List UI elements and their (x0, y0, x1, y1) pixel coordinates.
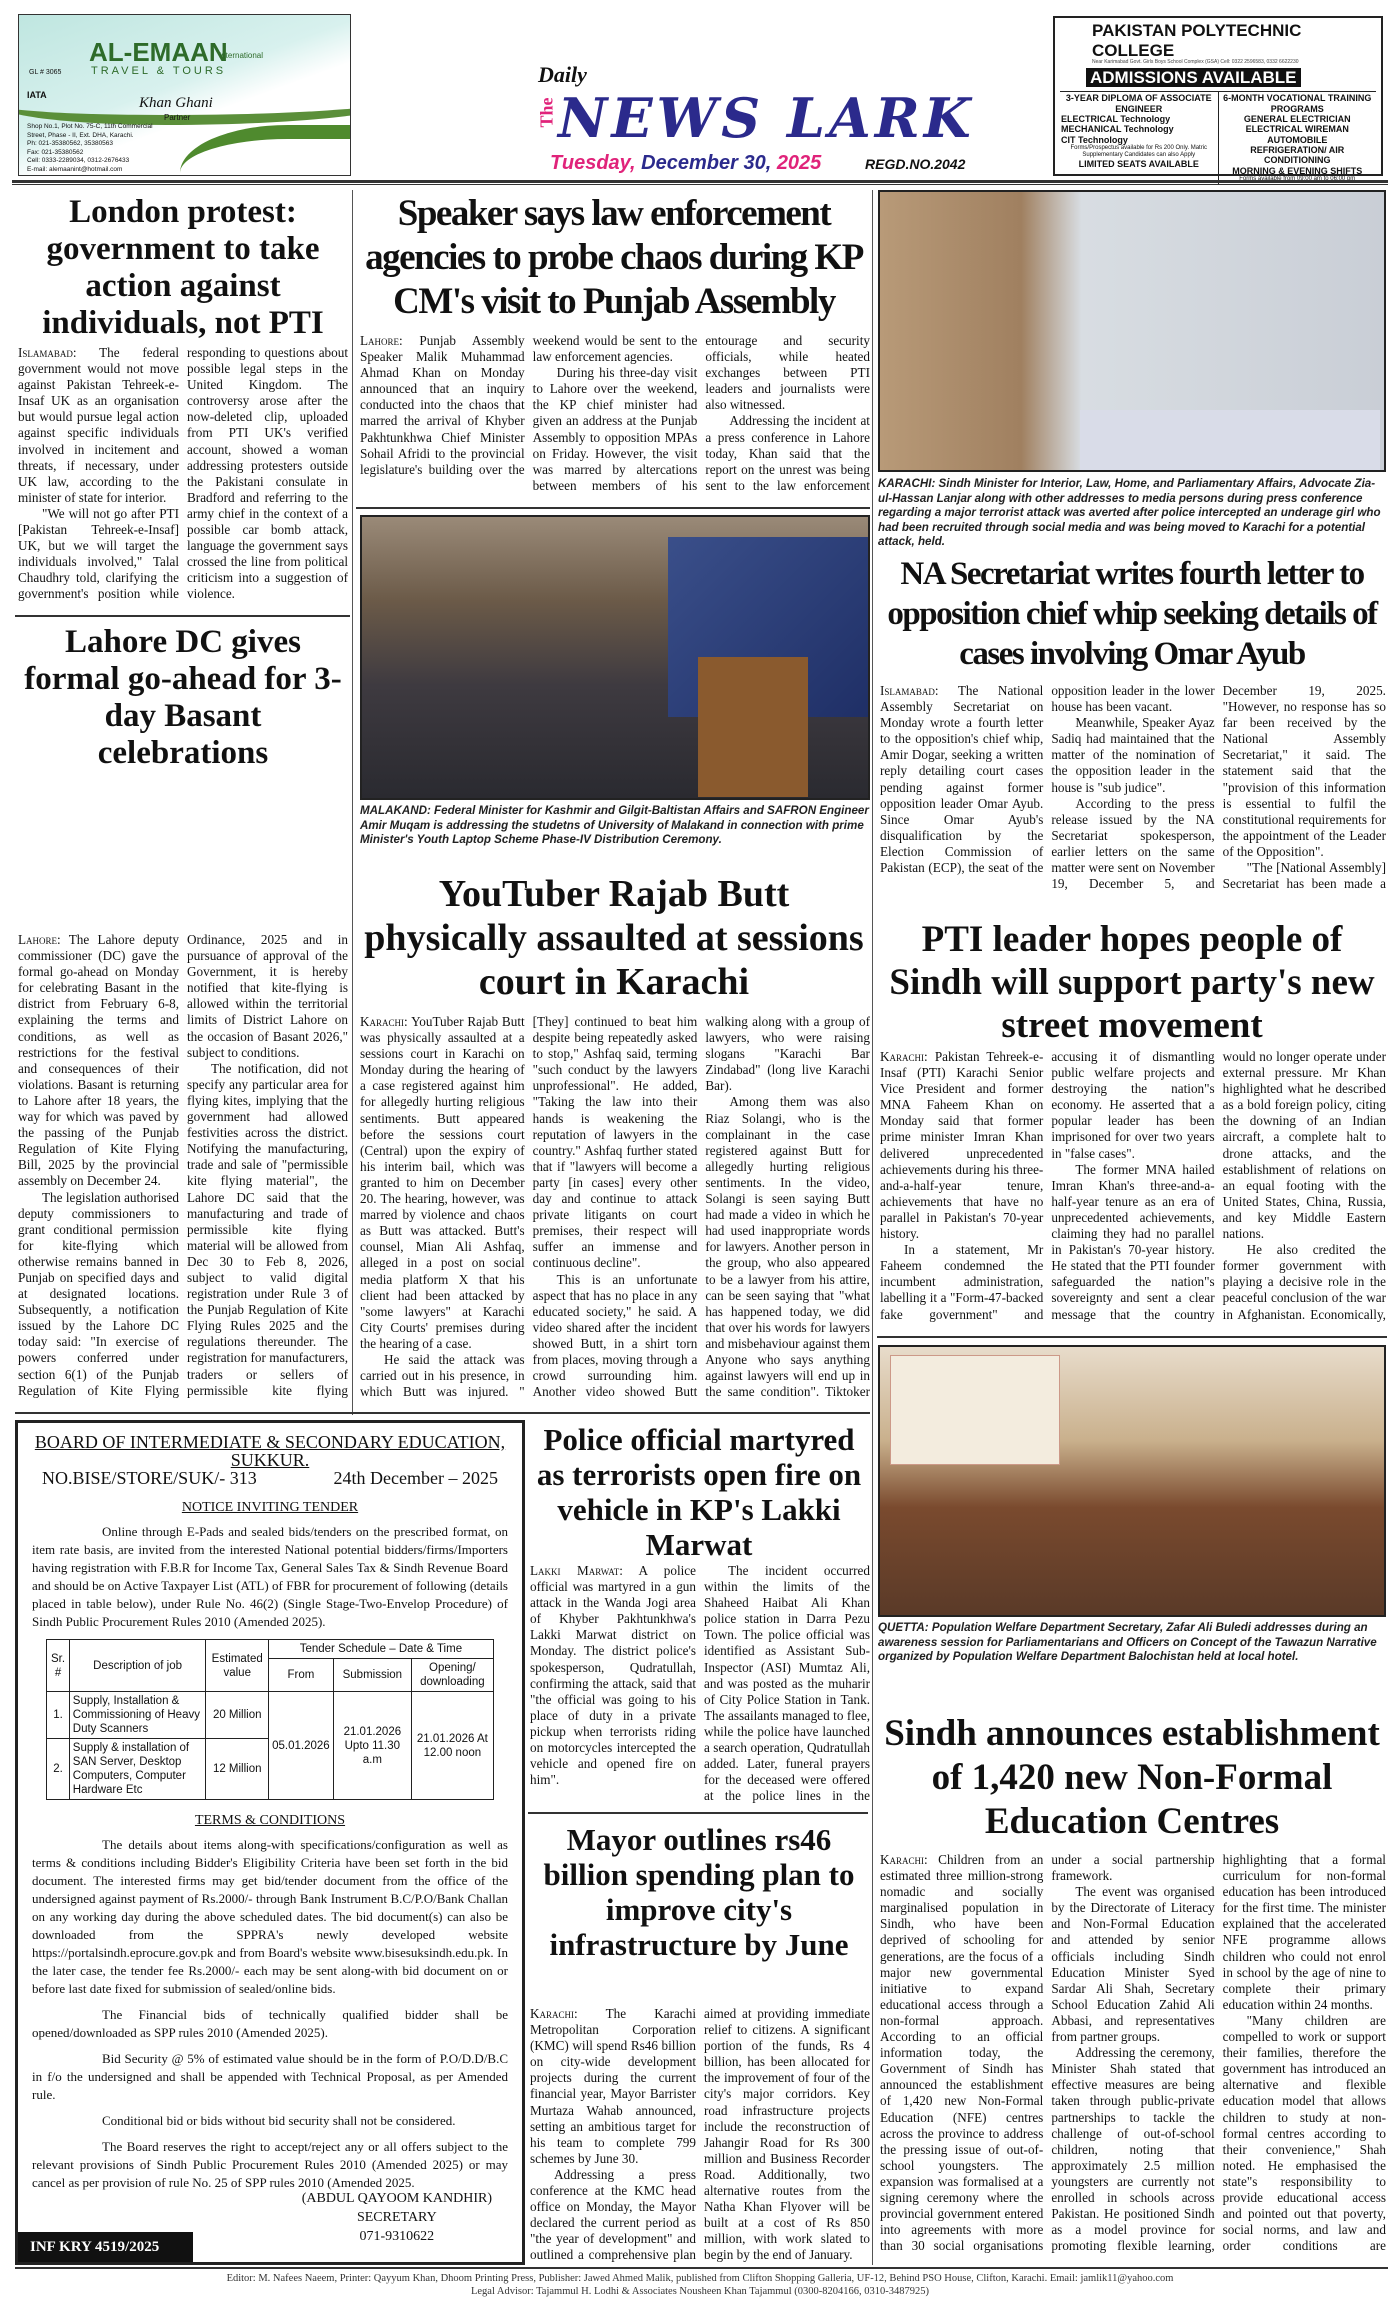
photo-caption: MALAKAND: Federal Minister for Kashmir and Gilgit-Baltistan Affairs and SAFRON Engineer Amir Muqam is addressing the studetns of University of Malakand in connection with prime Minister's Youth Laptop Scheme Phase-IV Distribution Ceremony. (360, 804, 869, 846)
diploma-column (1060, 92, 1219, 184)
cell-opening: 21.01.2026 At 12.00 noon (412, 1692, 494, 1800)
iata-logo: IATA (27, 90, 47, 100)
photo-quetta-awareness-session (878, 1345, 1386, 1617)
cell-value: 12 Million (206, 1739, 269, 1800)
legal-advisor-line: Legal Advisor: Tajammul H. Lodhi & Associates Nousheen Khan Tajammul (0300-8204166, 0310-3487925) (470, 2286, 930, 2297)
terms-paragraph: The Financial bids of technically qualified bidder shall be opened/downloaded as SPP rules 2010 (Amended 2025). (32, 2007, 508, 2040)
cell-sr: 1. (47, 1692, 70, 1739)
paragraph (880, 1049, 1043, 1242)
dateline: Islamabad: (18, 345, 77, 360)
article-body (18, 932, 348, 1410)
paragraph-text: A police official was martyred in a gun attack in the Wanda Jogi area of Khyber Pakhtunkhwa's Lakki Marwat district on Monday. The district police's spokesperson, Qudratullah, confirming the attack, said that "the official was going to his place of duty in a private pickup when terrorists riding on motorcycles intercepted the vehicle and opened fire on him". (530, 1563, 696, 1788)
diploma-item: CIT Technology (1061, 134, 1128, 145)
paragraph-text: The former MNA hailed Imran Khan's three-and-a-half-year tenure as an era of unprecedented achievements, claiming they had no parallel in Pakistan's 70-year history. He stated that the PTI founder safeguarded the nation"s sovereignty and sent a clear message that the country would no longer operate under external pressure. Mr Khan highlighted what he described as a bold foreign policy, citing the downing of an Indian aircraft, a complete halt to drone attacks, and the establishment of relations on an equal footing with the United States, China, Russia, and key Middle Eastern nations. (1051, 1049, 1386, 1322)
dateline: Karachi: (530, 2006, 578, 2021)
paragraph-text: Punjab Assembly Speaker Malik Muhammad Ahmad Khan on Monday announced that an inquiry conducted into the chaos that marred the arrival of Khyber Pakhtunkhwa Chief Minister Sohail Afridi to the provincial legislature's building over the weekend would be sent to the law enforcement agencies. (360, 333, 698, 477)
ad-tagline: TRAVEL & TOURS (91, 65, 227, 77)
podium (698, 657, 808, 797)
cell-description: Supply, Installation & Commissioning of Heavy Duty Scanners (69, 1692, 206, 1739)
terms-paragraph: Bid Security @ 5% of estimated value should be in the form of P.O/D.D/B.C in f/o the undersigned and shall be appended with Technical Proposal, as per Amended rule. (32, 2051, 508, 2102)
paragraph-text: In a statement, Mr Faheem condemned the incumbent administration, labelling it a "Form-47-backed fake government" and accusing it of dismantling public welfare projects and destroying the nation"s economy. He asserted that a popular leader has been imprisoned for over two years in "false cases". (880, 1049, 1215, 1322)
headline: Police official martyred as terrorists open fire on vehicle in KP's Lakki Marwat (536, 1422, 862, 1562)
dateline: Karachi: (880, 1049, 928, 1064)
signature-block (302, 2189, 492, 2246)
header-schedule: Tender Schedule – Date & Time (269, 1640, 494, 1659)
address-line: Fax: 021-35380562 (27, 148, 84, 156)
date-day: Tuesday, (550, 152, 636, 174)
header-opening: Opening/ downloading (412, 1659, 494, 1692)
address-line: Street, Phase - II, Ext. DHA, Karachi. (27, 131, 134, 139)
cell-value: 20 Million (206, 1692, 269, 1739)
paragraph (360, 1014, 525, 1352)
date-year: 2025 (776, 152, 822, 174)
vocational-item: GENERAL ELECTRICIAN (1243, 114, 1351, 125)
address-line: Cell: 0333-2289034, 0312-2676433 (27, 157, 130, 164)
imprint-line: Editor: M. Nafees Naeem, Printer: Qayyum Khan, Dhoom Printing Press, Publisher: Jawed Ahmed Malik, published from Clifton Shopping Galleria, UF-12, Behind PSO House, Clifton, Karachi. Email: jamlik11@yahoo.com (226, 2273, 1174, 2284)
column-divider (352, 190, 353, 1415)
paragraph-text: The incident occurred within the limits of the Shaheed Haibat Ali Khan police station in Darra Pezu Town. The police official was identified as Assistant Sub-Inspector (ASI) Mumtaz Ali, and was posted as the muharir of City Police Station in Tank. The assailants managed to flee, while the police have launched a search operation, Qudratullah added. Later, funeral prayers for the deceased were offered at the police lines in the (704, 1563, 870, 1804)
tender-notice-ad (15, 1420, 525, 2265)
ad-license: GL # 3065 (29, 69, 62, 76)
paragraph-text: He said the attack was carried out in his presence, in which Butt was injured. "[They] continued to beat him despite being repeatedly asked to stop," Ashfaq said, terming "such conduct by the lawyers unprofessional". He added, "Taking the law into their hands is weakening the reputation of lawyers in the country." Ashfaq further stated that if "lawyers will become a party [in cases] every other day and continue to attack private litigants on court premises, their respect will suffer an immense and continuous decline". (360, 1014, 698, 1400)
date-month: December 30, (641, 152, 772, 174)
polytechnic-college-ad (1053, 16, 1383, 183)
paragraph-text: "Many children are compelled to work or support their families, therefore the government has introduced an alternative and flexible education model that allows children to study at non-formal centres according to their convenience," Shah noted. He emphasised the state"s responsibility to provide educational access and pointed out that poverty, social norms, and law and order conditions are (1222, 2012, 1386, 2254)
header-value: Estimated value (206, 1640, 269, 1692)
paragraph (530, 1563, 696, 1788)
tender-reference: NO.BISE/STORE/SUK/- 313 (42, 1468, 257, 1488)
cell-from: 05.01.2026 (269, 1692, 334, 1800)
tender-table (46, 1639, 493, 1800)
article-body (880, 1852, 1386, 2264)
paragraph-text: "The [National Assembly] Secretariat has been made a (1222, 860, 1386, 892)
phone: 071-9310622 (359, 2229, 435, 2244)
headline: Mayor outlines rs46 billion spending plan to improve city's infrastructure by June (543, 1822, 855, 1962)
photo-malakand-ceremony (360, 515, 870, 800)
paragraph-text: The National Assembly Secretariat on Monday wrote a fourth letter to the opposition's chief whip, Amir Dogar, seeking a written reply detailing court cases pending against former opposition leader Omar Ayub. Since Omar Ayub's disqualification by the Election Commission of Pakistan (ECP), the seat of the opposition leader in the lower house has been vacant. (880, 683, 1215, 876)
article-body (880, 1049, 1386, 1334)
section-rule (528, 1812, 868, 1814)
paragraph (1051, 715, 1214, 795)
admissions-banner: ADMISSIONS AVAILABLE (1086, 68, 1301, 88)
tender-intro: Online through E-Pads and sealed bids/tenders on the prescribed format, on item rate basis, are invited from the interested National potential bidders/firms/Importers having registration with F.B.R for Income Tax, General Sales Tax & Sindh Revenue Board and should be on Active Taxpayer List (ATL) of FBR for procurement of following (details placed in table below), under Rule No. 46(2) (Single Stage-Two-Envelop Procedure) of Sindh Public Procurement Rules 2010 (Amended 2025). (32, 1524, 508, 1629)
paragraph-text: Addressing a press conference at the KMC head office on Monday, the Mayor declared the current period as "the year of development" and outlined a comprehensive plan aimed at providing immediate relief to citizens. A significant portion of the funds, Rs 4 billion, has been allocated for the improvement of four of the city's major corridors. Key road infrastructure projects include the reconstruction of Jahangir Road for Rs 300 million and Business Recorder Road. Additionally, two alternative routes from the Natha Khan Flyover will be built at a cost of Rs 850 million, with work slated to begin by the end of January. (530, 2006, 870, 2263)
ad-brand: AL-EMAAN (89, 37, 228, 67)
ad-brand-suffix: International (219, 51, 264, 60)
terms-paragraph: The details about items along-with specifications/configuration as well as terms & conditions including Bidder's Eligibility Criteria have been set forth in the bid document. The interested firms may get bid/tender document from the office of the undersigned against payment of Rs.2000/- through Bank Instrument B.C/P.O/Bank Challan on any working day during the above scheduled dates. The bid document(s) can also be downloaded from the SPPRA's newly developed website https://portalsindh.eprocure.gov.pk and from Board's website www.bisesuksindh.edu.pk. In the later case, the tender fee Rs.2000/- each may be sent along-with bid document on or before last date fixed for submission of sealed/online bids. (32, 1837, 508, 1996)
shifts: MORNING & EVENING SHIFTS (1232, 165, 1363, 176)
paragraph-text: The Karachi Metropolitan Corporation (KMC) will spend Rs46 billion on city-wide development projects during the current financial year, Mayor Barrister Murtaza Wahab announced, setting an ambitious target for his team to complete 799 schemes by June 30. (530, 2006, 696, 2166)
cell-submission: 21.01.2026 Upto 11.30 a.m (333, 1692, 411, 1800)
ad-address (27, 123, 153, 174)
dateline: Lakki Marwat: (530, 1563, 623, 1578)
terms-title: TERMS & CONDITIONS (194, 1813, 346, 1828)
tender-organization: BOARD OF INTERMEDIATE & SECONDARY EDUCATION, SUKKUR. (34, 1432, 506, 1470)
college-address: Near Karimabad Govt. Girls Boys School Complex (GSA) Cell: 0322 2596583, 0332 6622230 (1092, 59, 1299, 66)
designation: SECRETARY (356, 2210, 437, 2225)
ad-person: Khan Ghani (139, 95, 213, 111)
paragraph-text: He also credited the former government with playing a decisive role in the peaceful conclusion of the war in Afghanistan. Economically, (1222, 1242, 1386, 1322)
paragraph-text: According to the press release issued by the NA Secretariat spokesperson, earlier letters on the same matter were sent on November 19, December 5, and December 19, 2025. "However, no response has so far been received by the National Assembly Secretariat," it said. The statement said that the "provision of this information is essential to fulfil the constitutional requirements for the appointment of the Leader of the Opposition". (1051, 683, 1386, 892)
dateline: Islamabad: (880, 683, 939, 698)
masthead-date (550, 152, 821, 175)
al-emaan-travel-ad (18, 14, 351, 176)
paragraph-text: The federal government would not move against Pakistan Tehreek-e-Insaf UK as an organisation but would pursue legal action against specific individuals involved in incitement and threats, if necessary, under UK law, according to the minister of state for interior. (18, 345, 179, 505)
footer-rule (15, 2267, 1388, 2269)
address-line: Shop No.1, Plot No. 75-C, 11th Commercial (27, 123, 153, 130)
headline: Speaker says law enforcement agencies to probe chaos during KP CM's visit to Punjab Assembly (365, 193, 863, 322)
masthead-title: NEWS LARK (558, 86, 975, 150)
section-rule (15, 615, 350, 617)
headline: NA Secretariat writes fourth letter to opposition chief whip seeking details of cases involving Omar Ayub (887, 556, 1377, 672)
paragraph-text: Among them was also Riaz Solangi, who is the complainant in the case registered against Butt for allegedly hurting religious sentiments. In the video, Solangi is seen saying Butt had made a video in which he had used inappropriate words for lawyers. Another person in the group, who also appeared to be a lawyer from his attire, can be seen saying that "what has happened today, we did that over his words for lawyers and misbehaviour against them Anyone who says anything against lawyers will end up in the same condition". Tiktoker (705, 1094, 870, 1400)
table-row (47, 1692, 493, 1739)
paragraph (704, 1563, 870, 1810)
dateline: Karachi: (880, 1852, 928, 1867)
terms-paragraph: The Board reserves the right to accept/reject any or all offers subject to the relevant provisions of Sindh Public Procurement Rules 2010 (Amended 2025) or may cancel as per provision of rule No. 25 of SPP rules 2010 (Amended 2025. (32, 2139, 508, 2190)
college-name: PAKISTAN POLYTECHNIC COLLEGE (1092, 21, 1302, 60)
paragraph (18, 345, 179, 506)
header-submission: Submission (333, 1659, 411, 1692)
dateline: Lahore: (18, 932, 61, 947)
paragraph-text: The event was organised by the Directorate of Literacy and Non-Formal Education and attended by senior officials including Sindh Education Minister Syed Sardar Ali Shah, Secretary School Education Zahid Ali Abbasi, and representatives from partner groups. (1051, 1884, 1215, 2045)
paragraph (18, 932, 179, 1190)
paragraph-text: Addressing the ceremony, Minister Shah stated that effective measures are being taken through public-private partnerships to tackle the challenge of out-of-school children, noting that approximately 2.5 million youngsters are currently not enrolled in schools across Pakistan. He positioned Sindh as a model province for promoting flexible learning, highlighting that a formal curriculum for non-formal education has been introduced for the first time. The minister explained that the accelerated NFE programme allows children who could not enrol in school by the age of nine to complete their primary education within 24 months. (1051, 1852, 1386, 2254)
header-from: From (269, 1659, 334, 1692)
masthead-the: The (536, 97, 557, 128)
paragraph-text: YouTuber Rajab Butt was physically assaulted at a sessions court in Karachi on Monday during the hearing of a case registered against him for allegedly hurting religious sentiments. Butt appeared before the sessions court (Central) upon the expiry of his interim bail, which was granted to him on December 20. The hearing, however, was marred by violence and chaos as Butt was attacked. Butt's counsel, Mian Ali Ashfaq, alleged in a post on social media platform X that his client had been attacked by "some lawyers" at Karachi City Courts' premises during the hearing of a case. (360, 1014, 525, 1351)
article-body (880, 683, 1386, 908)
vocational-title: 6-MONTH VOCATIONAL TRAINING PROGRAMS (1223, 93, 1372, 114)
forms-note: Forms/Prospectus available for Rs 200 Only. Matric Supplementary Candidates can also Apply (1070, 145, 1208, 158)
section-rule (877, 1336, 1387, 1338)
paragraph-text: This is an unfortunate aspect that has no place in any educated society," he said. A video shared after the incident showed Butt, in a shirt torn from places, moving through a crowd surrounding him. Another video showed Butt walking along with a group of lawyers, who were raising slogans "Karachi Bar Zindabad" (long live Karachi Bar). (532, 1014, 870, 1400)
section-rule (15, 1412, 870, 1414)
article-body (18, 345, 348, 613)
paragraph-text: The legislation authorised deputy commissioners to grant conditional permission for kite-flying which otherwise remains banned in Punjab on specified days and at designated locations. Subsequently, a notification issued by the Lahore DC today said: "In exercise of powers conferred under section 6(1) of the Punjab Regulation of Kite Flying Ordinance, 2025 and in pursuance of approval of the Government, it is hereby notified that kite-flying is allowed within the territorial limits of District Lahore on the occasion of Basant 2026," subject to conditions. (18, 932, 348, 1398)
headline: PTI leader hopes people of Sindh will support party's new street movement (889, 919, 1375, 1046)
ad-role: Partner (164, 113, 191, 122)
ad-swoosh-decoration (180, 125, 351, 176)
dateline: Lahore: (360, 333, 403, 348)
masthead-daily: Daily (538, 62, 587, 87)
registration-number: REGD.NO.2042 (865, 156, 966, 172)
photo-karachi-press-conference (878, 190, 1386, 472)
paragraph-text: "We will not go after PTI [Pakistan Tehreek-e-Insaf] UK, but we will target the individuals involved," Talal Chaudhry told, clarifying the government's position while responding to questions about possible legal steps in the United Kingdom. The controversy arose after the now-deleted clip, uploaded from PTI UK's verified account, showed a woman addressing protesters outside the Pakistani consulate in Bradford and referring to the army chief in the context of a possible car bomb attack, language the government says crossed the line from political criticism into a suggestion of violence. (18, 345, 348, 602)
terms-list (32, 1836, 508, 2192)
header-rule (12, 180, 1388, 185)
column-divider (872, 190, 873, 2265)
vocational-item: REFRIGERATION/ AIR CONDITIONING (1250, 145, 1345, 166)
photo-caption: QUETTA: Population Welfare Department Secretary, Zafar Ali Buledi addresses during an awareness session for Parliamentarians and Officers on Concept of the Tawazun Narrative organized by Population Welfare Department Balochistan held at local hotel. (878, 1621, 1377, 1663)
vocational-item: AUTOMOBILE (1267, 134, 1328, 145)
cell-description: Supply & installation of SAN Server, Desktop Computers, Computer Hardware Etc (69, 1739, 206, 1800)
vocational-item: ELECTRICAL WIREMAN (1245, 124, 1349, 135)
article-body (360, 333, 870, 503)
headline: Lahore DC gives formal go-ahead for 3-day Basant celebrations (24, 624, 342, 771)
diploma-item: ELECTRICAL Technology (1061, 114, 1171, 125)
session-banner (890, 1355, 1060, 1465)
section-rule (356, 507, 870, 509)
paragraph (1051, 1884, 1214, 2045)
headline: YouTuber Rajab Butt physically assaulted at sessions court in Karachi (364, 873, 864, 1003)
signatory: (ABDUL QAYOOM KANDHIR) (301, 2191, 492, 2206)
diploma-item: MECHANICAL Technology (1061, 124, 1174, 135)
paragraph-text: Children from an estimated three million-strong nomadic and socially marginalised population in Sindh, who have been deprived of schooling for generations, are the focus of a major new governmental initiative to expand educational access through a non-formal approach. According to an official information today, the Government of Sindh has announced the establishment of 1,420 new Non-Formal Education (NFE) centres across the province to address the pressing issue of out-of-school youngsters. The expansion was formalised at a signing ceremony where the provincial government entered into agreements with more than 30 social organisations under a social partnership framework. (880, 1852, 1215, 2254)
limited-seats: LIMITED SEATS AVAILABLE (1078, 158, 1199, 169)
article-body (530, 2006, 870, 2264)
paragraph-text: During his three-day visit to Lahore over the weekend, the KP chief minister had given an address at the Punjab Assembly to opposition MPAs on Friday. However, the visit was marred by altercations between members of his entourage and security officials, while heated exchanges between PTI leaders and journalists were also witnessed. (532, 333, 870, 493)
paragraph-text: Addressing the incident at a press conference in Lahore today, Khan said that the report on the unrest was being sent to the law enforcement (705, 413, 870, 493)
paragraph-text: The notification, did not specify any particular area for flying kites, implying that the government had allowed festivities across the district. Notifying the manufacturing, trade and sale of "permissible kite flying material", the Lahore DC said that the manufacturing and trade of permissible kite flying material will be allowed from Dec 30 to Feb 8, 2026, subject to valid digital registration under Rule 3 of the Punjab Regulation of Kite Flying Rules 2025 and the regulations thereunder. The registration for manufacturers, traders or sellers of permissible kite flying (187, 1060, 348, 1398)
press-table (1080, 410, 1380, 470)
paragraph-text: Pakistan Tehreek-e-Insaf (PTI) Karachi Senior Vice President and former MNA Faheem Khan on Monday said that former prime minister Imran Khan delivered unprecedented achievements during his three-and-a-half-year tenure, achievements that have no parallel in Pakistan's 70-year history. (880, 1049, 1044, 1242)
tender-title: NOTICE INVITING TENDER (181, 1500, 359, 1515)
article-body (360, 1014, 870, 1410)
paragraph-text: Meanwhile, Speaker Ayaz Sadiq had maintained that the matter of the nomination of the opposition leader in the house is "sub judice". (1051, 715, 1215, 795)
headline: London protest: government to take action against individuals, not PTI (42, 194, 324, 341)
photo-caption: KARACHI: Sindh Minister for Interior, Law, Home, and Parliamentary Affairs, Advocate Zia-ul-Hassan Lanjar along with other addresses to media persons during press conference regarding a major terrorist attack was averted after police intercepted an underage girl who had been recruited through social media and was being moved to Karachi for a potential attack, held. (878, 477, 1381, 548)
diploma-title: 3-YEAR DIPLOMA OF ASSOCIATE ENGINEER (1065, 93, 1212, 114)
header-sr: Sr. # (47, 1640, 70, 1692)
address-line: E-mail: alemaanint@hotmail.com (27, 165, 123, 173)
vocational-column (1219, 92, 1377, 184)
header-description: Description of job (69, 1640, 206, 1692)
tender-date: 24th December – 2025 (333, 1468, 498, 1488)
headline: Sindh announces establishment of 1,420 new Non-Formal Education Centres (884, 1713, 1380, 1842)
address-line: Ph: 021-35380562, 35380563 (27, 140, 114, 147)
article-body (530, 1563, 870, 1810)
imprint-footer (0, 2272, 1400, 2298)
paragraph (530, 2006, 696, 2167)
masthead (420, 20, 980, 180)
paragraph-text: The Lahore deputy commissioner (DC) gave the formal go-ahead on Monday for celebrating Basant in the district from February 6-8, explaining the terms and conditions, as well as restrictions for the festival and consequences of their violations. Basant is returning to Lahore after 18 years, the way for which was paved by the passing of the Punjab Regulation of Kite Flying Bill, 2025 by the provincial assembly on December 24. (18, 932, 179, 1189)
inf-number: INF KRY 4519/2025 (18, 2232, 193, 2262)
forms-timing: Forms available from 09:00 am to 06:00 pm (1239, 176, 1356, 183)
cell-sr: 2. (47, 1739, 70, 1800)
dateline: Karachi: (360, 1014, 408, 1029)
terms-paragraph: Conditional bid or bids without bid security shall not be considered. (102, 2113, 456, 2128)
